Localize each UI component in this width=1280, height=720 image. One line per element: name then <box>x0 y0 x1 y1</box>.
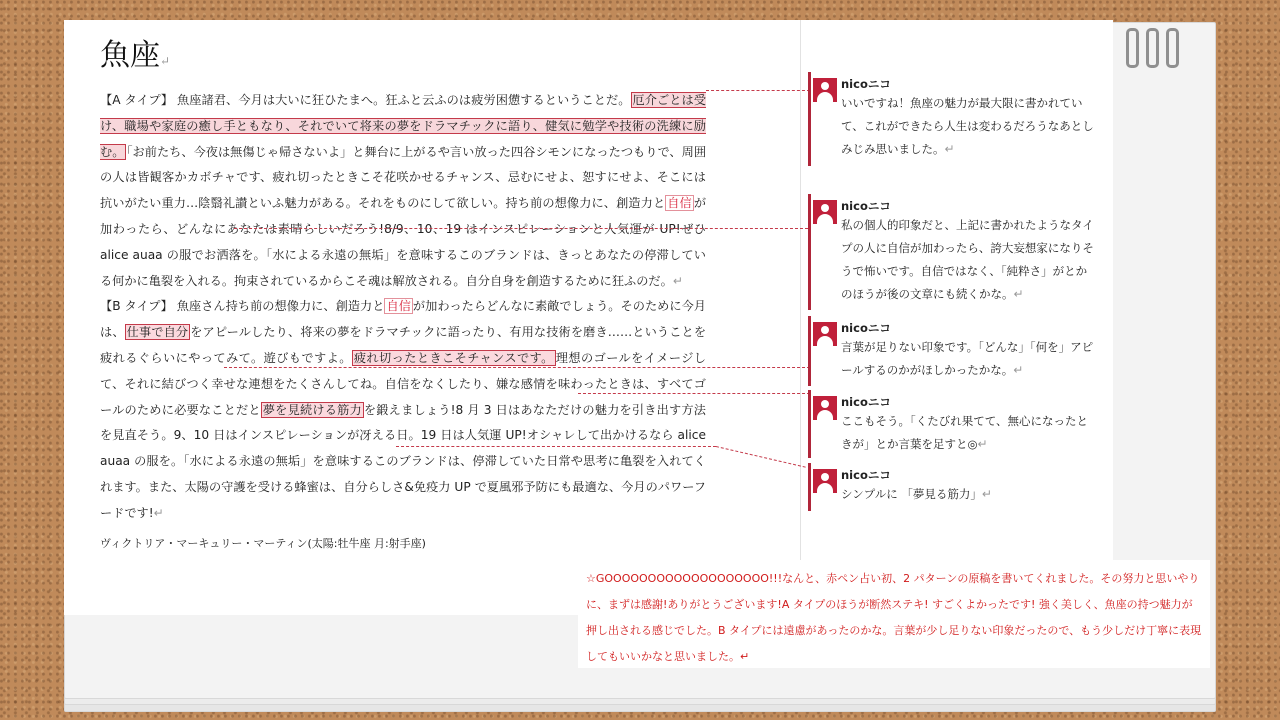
paragraph-mark-icon: ↵ <box>153 505 164 520</box>
type-a-text: 魚座諸君、今月は大いに狂ひたまへ。狂ふと云ふのは疲労困憊するということだ。 <box>177 93 631 107</box>
paragraph-mark-icon: ↵ <box>672 273 683 288</box>
comment-highlight-4[interactable]: 疲れ切ったときこそチャンスです。 <box>353 350 554 365</box>
comment-text: シンプルに 「夢見る筋力」↵ <box>841 487 992 501</box>
paragraph-mark-icon: ↵ <box>160 54 171 68</box>
comment-author: nicoニコ <box>841 468 891 482</box>
comment-author: nicoニコ <box>841 321 891 335</box>
type-a-text: が加わったら、どんなにあなたは素晴らしいだろう!8/9、10、19 はインスピレーションと人気運が UP!ぜひ alice auaa の服でお洒落を。「水による永遠の無垢」を意味するこのブランドは、きっとあなたの停滞している何かに亀裂を入れる。拘束されているからこそ魂は解放される。自分自身を創造するために狂ふのだ。 <box>100 196 707 288</box>
type-b-label: 【B タイプ】 <box>100 299 173 314</box>
user-avatar-icon <box>813 396 837 420</box>
comment-highlight-2[interactable]: 自信 <box>667 196 692 211</box>
paragraph-mark-icon: ↵ <box>740 650 750 663</box>
spiral-ring <box>1146 28 1159 68</box>
red-highlight: 自信 <box>386 299 411 314</box>
comment-highlight-5[interactable]: 夢を見続ける筋力 <box>262 402 362 417</box>
type-b-text: 理想のゴールをイメージして、それに結びつく幸せな連想をたくさんしてね。自信をなくしたり、嫌な感情を味わったときは、すべてゴールのために必要なことだと <box>100 350 706 417</box>
spiral-ring <box>1166 28 1179 68</box>
comment-highlight-3[interactable]: 仕事で自分 <box>126 325 189 340</box>
author-credit: ヴィクトリア・マーキュリー・マーティン(太陽:牡牛座 月:射手座) <box>100 536 426 550</box>
comment-author: nicoニコ <box>841 395 891 409</box>
type-b-text: をアピールしたり、将来の夢をドラマチックに語ったり、有用な技術を磨き……ということを疲れるぐらいにやってみて。遊びもですよ。 <box>100 325 707 365</box>
comment-text: ここもそう。「くたびれ果てて、無心になったときが」とか言葉を足すと◎↵ <box>841 414 1089 451</box>
comment-author: nicoニコ <box>841 199 891 213</box>
comment-card[interactable] <box>808 194 1098 310</box>
type-b-text: を鍛えましょう!8 月 3 日はあなただけの魅力を引き出す方法を見直そう。9、10 日はインスピレーションが冴える日。19 日は人気運 UP!オシャレして出かけるなら alice auaa の服を。「水による永遠の無垢」を意味するこのブランドは、停滞していた日常や思考に亀裂を入れてくれます。また、太陽の守護を受ける蜂蜜は、自分らしさ&免疫力 UP で夏風邪予防にも最適な、今月のパワーフードです! <box>100 402 706 520</box>
document-body[interactable] <box>100 88 706 556</box>
comment-connector <box>578 393 810 394</box>
red-pen-review <box>578 560 1210 668</box>
comment-text: 言葉が足りない印象です。「どんな」「何を」アピールするのかがほしかったかな。↵ <box>841 340 1094 377</box>
user-avatar-icon <box>813 469 837 493</box>
comment-connector <box>396 446 716 447</box>
comment-connector <box>234 228 808 229</box>
title-text: 魚座 <box>100 38 160 73</box>
user-avatar-icon <box>813 322 837 346</box>
type-b-text: 魚座さん持ち前の想像力に、創造力と <box>176 299 385 314</box>
comment-author: nicoニコ <box>841 77 891 91</box>
comment-card[interactable] <box>808 390 1098 458</box>
type-a-label: 【A タイプ】 <box>100 93 174 107</box>
comment-text: 私の個人的印象だと、上記に書かれたようなタイプの人に自信が加わったら、誇大妄想家になりそうで怖いです。自信ではなく、「純粋さ」がとかのほうが後の文章にも続くかな。↵ <box>841 218 1094 301</box>
user-avatar-icon <box>813 200 837 224</box>
type-a-text: 「お前たち、今夜は無傷じゃ帰さないよ」と舞台に上がるや言い放った四谷シモンになったつもりで、周囲の人は皆観客かカボチャです、疲れ切ったときこそ花咲かせるチャンス、忌むにせよ、恕すにせよ、そこには抗いがたい重力…陰翳礼讃といふ魅力がある。それをものにして欲しい。持ち前の想像力に、創造力と <box>100 144 707 211</box>
document-title <box>100 30 170 74</box>
comment-highlight-1[interactable]: 厄介ごとは受け、職場や家庭の癒し手ともなり、それでいて将来の夢をドラマチックに語り、健気に勉学や技術の洗練に励む。 <box>100 93 707 159</box>
review-text: ☆GOOOOOOOOOOOOOOOOOOO!!!なんと、赤ペン占い初、2 パターンの原稿を書いてくれました。その努力と思いやりに、まずは感謝!ありがとうございます!A タイプのほうが断然ステキ! すごくよかったです! 強く美しく、魚座の持つ魅力が押し出される感じでした。B タイプには遠慮があったのかな。言葉が少し足りない印象だったので、もう少しだけ丁寧に表現してもいいかなと思いました。 <box>586 572 1202 663</box>
comment-connector <box>706 90 810 91</box>
comment-card[interactable] <box>808 72 1098 166</box>
comment-connector <box>224 367 810 368</box>
comment-card[interactable] <box>808 316 1098 386</box>
user-avatar-icon <box>813 78 837 102</box>
type-b-text: が加わったらどんなに素敵でしょう。そのために今月は、 <box>100 299 706 340</box>
spiral-ring <box>1126 28 1139 68</box>
comment-card[interactable] <box>808 463 1098 511</box>
comment-text: いいですね！魚座の魅力が最大限に書かれていて、これができたら人生は変わるだろうなあとしみじみ思いました。↵ <box>841 96 1094 156</box>
